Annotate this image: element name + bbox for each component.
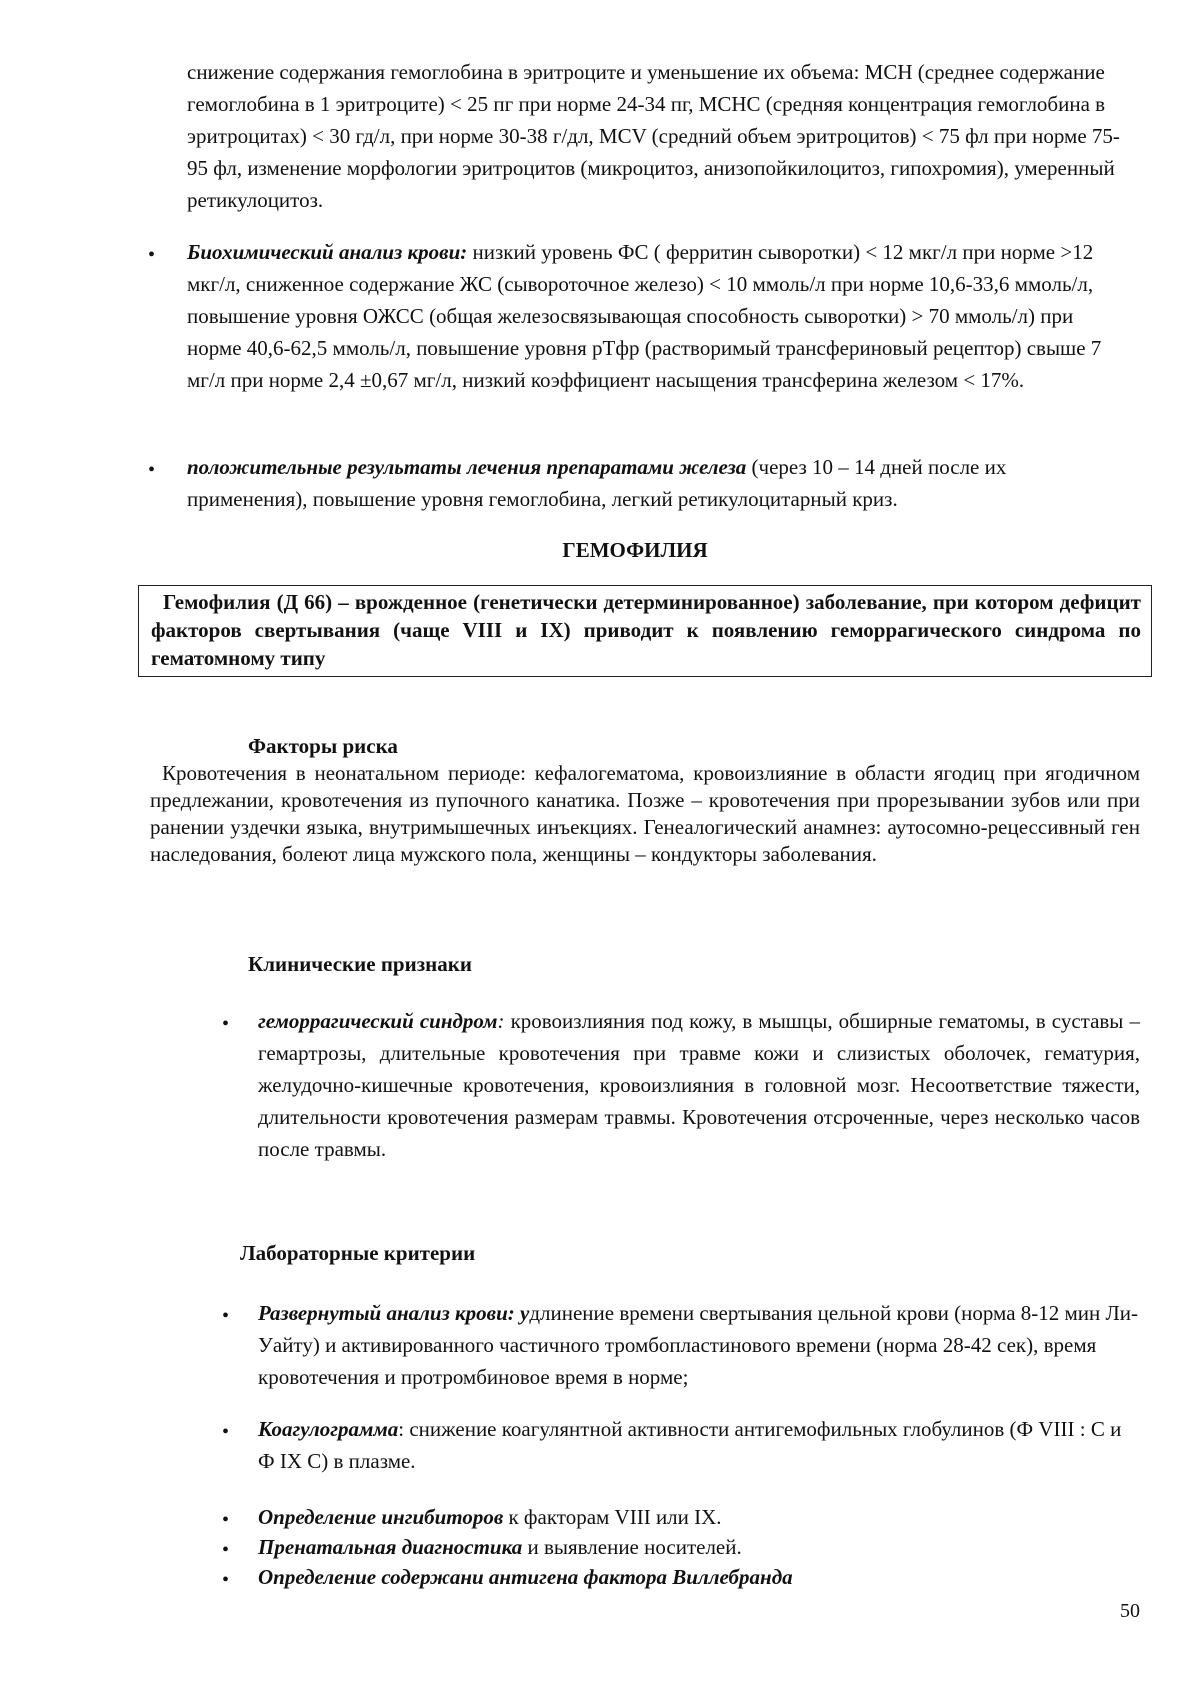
list-item-text: и выявление носителей. — [522, 1535, 742, 1559]
list-item-term: Развернутый анализ крови: у — [258, 1301, 530, 1325]
list-item-text: : снижение коагулянтной активности антигемофильных глобулинов (Ф VIII : С и Ф IX С) в плазме. — [258, 1417, 1122, 1473]
list-item-text: к факторам VIII или IX. — [503, 1505, 722, 1529]
list-item-term: геморрагический синдром — [258, 1009, 498, 1033]
list-item — [187, 236, 1132, 396]
list-item — [187, 451, 1132, 515]
bullet-marker: • — [148, 244, 156, 266]
list-item — [258, 1531, 1140, 1563]
bullet-marker: • — [222, 1305, 230, 1327]
bullet-marker: • — [222, 1539, 230, 1561]
definition-box — [138, 585, 1152, 677]
list-item-term: Определение содержани антигена фактора Виллебранда — [258, 1565, 793, 1589]
list-item-term: Биохимический анализ крови: — [187, 240, 468, 264]
list-item — [258, 1297, 1140, 1393]
list-item-text: длинение времени свертывания цельной крови (норма 8-12 мин Ли-Уайту) и активированного частичного тромбопластинового времени (норма 28-42 сек), время кровотечения и протромбиновое время в норме; — [258, 1301, 1138, 1389]
list-item-text: (через 10 – 14 дней после их применения), повышение уровня гемоглобина, легкий ретикулоцитарный криз. — [187, 455, 1007, 511]
section-title: ГЕМОФИЛИЯ — [562, 538, 708, 562]
intro-paragraph: снижение содержания гемоглобина в эритроците и уменьшение их объема: МСН (среднее содержание гемоглобина в 1 эритроците) < 25 пг при норме 24-34 пг, МСНС (средняя концентрация гемоглобина в эритроцитах) < 30 гд/л, при норме 30-38 г/дл, MCV (средний объем эритроцитов) < 75 фл при норме 75-95 фл, изменение морфологии эритроцитов (микроцитоз, анизопойкилоцитоз, гипохромия), умеренный ретикулоцитоз. — [187, 60, 1120, 212]
page-number: 50 — [1120, 1600, 1140, 1622]
list-item-text: низкий уровень ФС ( ферритин сыворотки) < 12 мкг/л при норме >12 мкг/л, сниженное содержание ЖС (сывороточное железо) < 10 ммоль/л при норме 10,6-33,6 ммоль/л, повышение уровня ОЖСС (общая железосвязывающая способность сыворотки) > 70 ммоль/л) при норме 40,6-62,5 ммоль/л, повышение уровня рТфр (растворимый трансфериновый рецептор) свыше 7 мг/л при норме 2,4 ±0,67 мг/л, низкий коэффициент насыщения трансферина железом < 17%. — [187, 240, 1102, 392]
bullet-marker: • — [148, 459, 156, 481]
list-item — [258, 1561, 1140, 1593]
list-item-term: Пренатальная диагностика — [258, 1535, 523, 1559]
list-item — [258, 1005, 1140, 1165]
lab-heading: Лабораторные критерии — [240, 1241, 476, 1265]
risk-heading: Факторы риска — [248, 734, 398, 758]
list-item — [258, 1413, 1140, 1477]
bullet-marker: • — [222, 1509, 230, 1531]
bullet-marker: • — [222, 1569, 230, 1591]
list-item-term: Определение ингибиторов — [258, 1505, 504, 1529]
list-item — [258, 1501, 1140, 1533]
clinical-heading: Клинические признаки — [248, 952, 472, 976]
bullet-marker: • — [222, 1013, 230, 1035]
risk-text: Кровотечения в неонатальном периоде: кефалогематома, кровоизлияние в области ягодиц при ягодичном предлежании, кровотечения из пупочного канатика. Позже – кровотечения при прорезывании зубов или при ранении уздечки языка, внутримышечных инъекциях. Генеалогический анамнез: аутосомно-рецессивный ген наследования, болеют лица мужского пола, женщины – кондукторы заболевания. — [150, 761, 1140, 866]
list-item-term: положительные результаты лечения препаратами железа — [187, 455, 747, 479]
definition-text: Гемофилия (Д 66) – врожденное (генетически детерминированное) заболевание, при котором дефицит факторов свертывания (чаще VIII и IX) приводит к появлению геморрагического синдрома по гематомному типу — [151, 590, 1141, 670]
list-item-term: Коагулограмма — [258, 1417, 399, 1441]
bullet-marker: • — [222, 1421, 230, 1443]
list-item-text: кровоизлияния под кожу, в мышцы, обширные гематомы, в суставы – гемартрозы, длительные кровотечения при травме кожи и слизистых оболочек, гематурия, желудочно-кишечные кровотечения, кровоизлияния в головной мозг. Несоответствие тяжести, длительности кровотечения размерам травмы. Кровотечения отсроченные, через несколько часов после травмы. — [258, 1009, 1140, 1161]
list-item-separator: : — [497, 1009, 505, 1033]
